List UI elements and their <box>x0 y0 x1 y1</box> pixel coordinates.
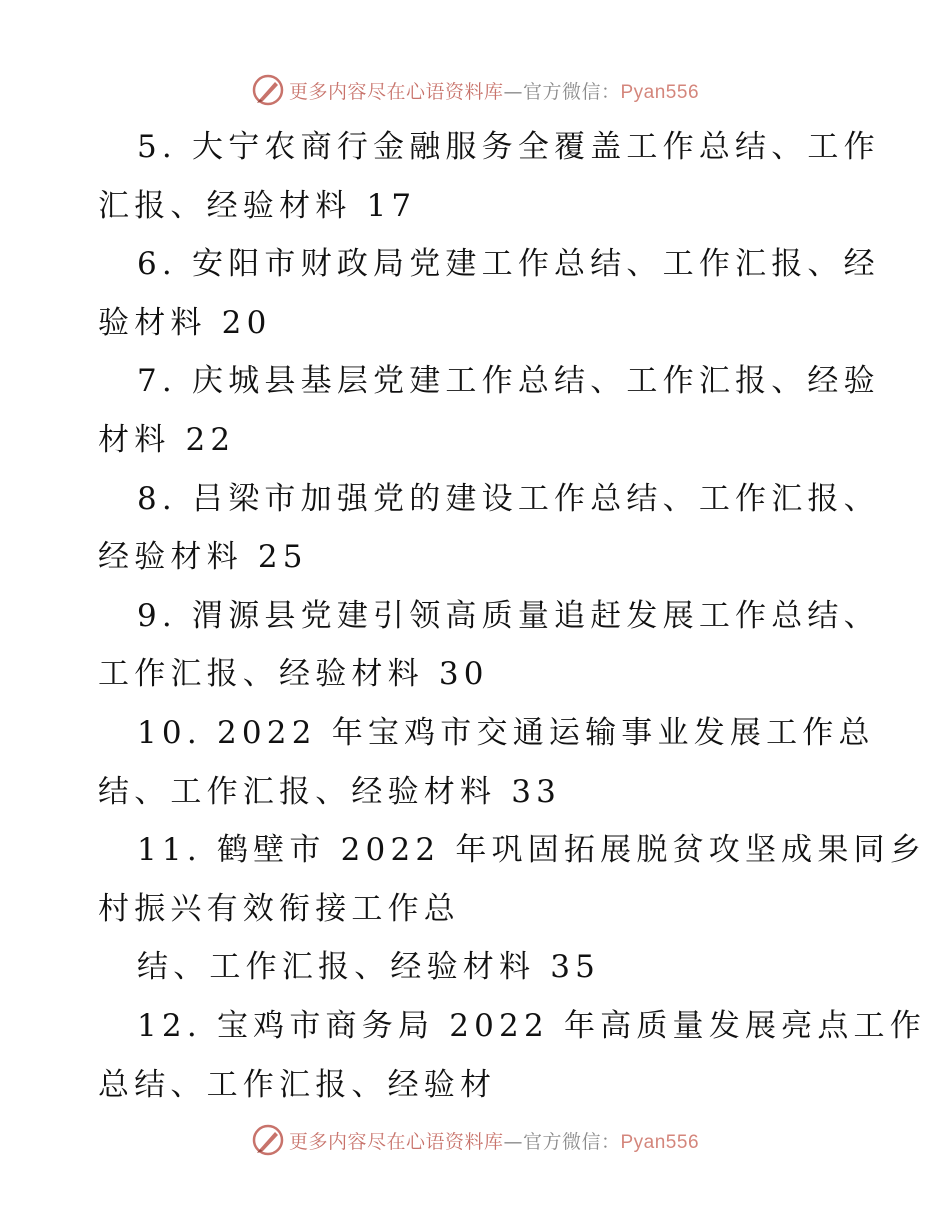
header-watermark-banner <box>0 70 950 110</box>
toc-entry-9-line-2: 工作汇报、经验材料 30 <box>98 656 489 693</box>
toc-entry-10-line-1: 10. 2022 年宝鸡市交通运输事业发展工作总 <box>137 714 875 751</box>
toc-entry-12-line-2: 总结、工作汇报、经验材 <box>98 1066 497 1103</box>
toc-entry-6-line-1: 6. 安阳市财政局党建工作总结、工作汇报、经 <box>137 246 880 283</box>
toc-entry-8-line-2: 经验材料 25 <box>98 539 308 576</box>
toc-entry-8-line-1: 8. 吕梁市加强党的建设工作总结、工作汇报、 <box>137 480 880 517</box>
footer-watermark-banner <box>0 1120 950 1160</box>
toc-entry-5-line-2: 汇报、经验材料 17 <box>98 187 417 224</box>
toc-entry-10-line-2: 结、工作汇报、经验材料 33 <box>98 773 562 810</box>
toc-entry-12-line-1: 12. 宝鸡市商务局 2022 年高质量发展亮点工作 <box>137 1007 926 1044</box>
toc-entry-6-line-2: 验材料 20 <box>98 304 272 341</box>
toc-entry-11-line-3: 结、工作汇报、经验材料 35 <box>137 949 601 986</box>
table-of-contents <box>98 118 926 1114</box>
toc-entry-11-line-2: 村振兴有效衔接工作总 <box>98 890 460 927</box>
quill-logo-icon <box>251 1123 285 1157</box>
toc-entry-7-line-1: 7. 庆城县基层党建工作总结、工作汇报、经验 <box>137 363 880 400</box>
toc-entry-9-line-1: 9. 渭源县党建引领高质量追赶发展工作总结、 <box>137 597 880 634</box>
quill-logo-icon <box>251 73 285 107</box>
banner-text: 更多内容尽在心语资料库—官方微信：Pyan556 <box>288 1130 700 1153</box>
banner-text: 更多内容尽在心语资料库—官方微信：Pyan556 <box>288 80 700 103</box>
toc-entry-5-line-1: 5. 大宁农商行金融服务全覆盖工作总结、工作 <box>137 129 880 165</box>
toc-entry-11-line-1: 11. 鹤壁市 2022 年巩固拓展脱贫攻坚成果同乡 <box>137 832 926 869</box>
toc-entry-7-line-2: 材料 22 <box>98 421 236 458</box>
